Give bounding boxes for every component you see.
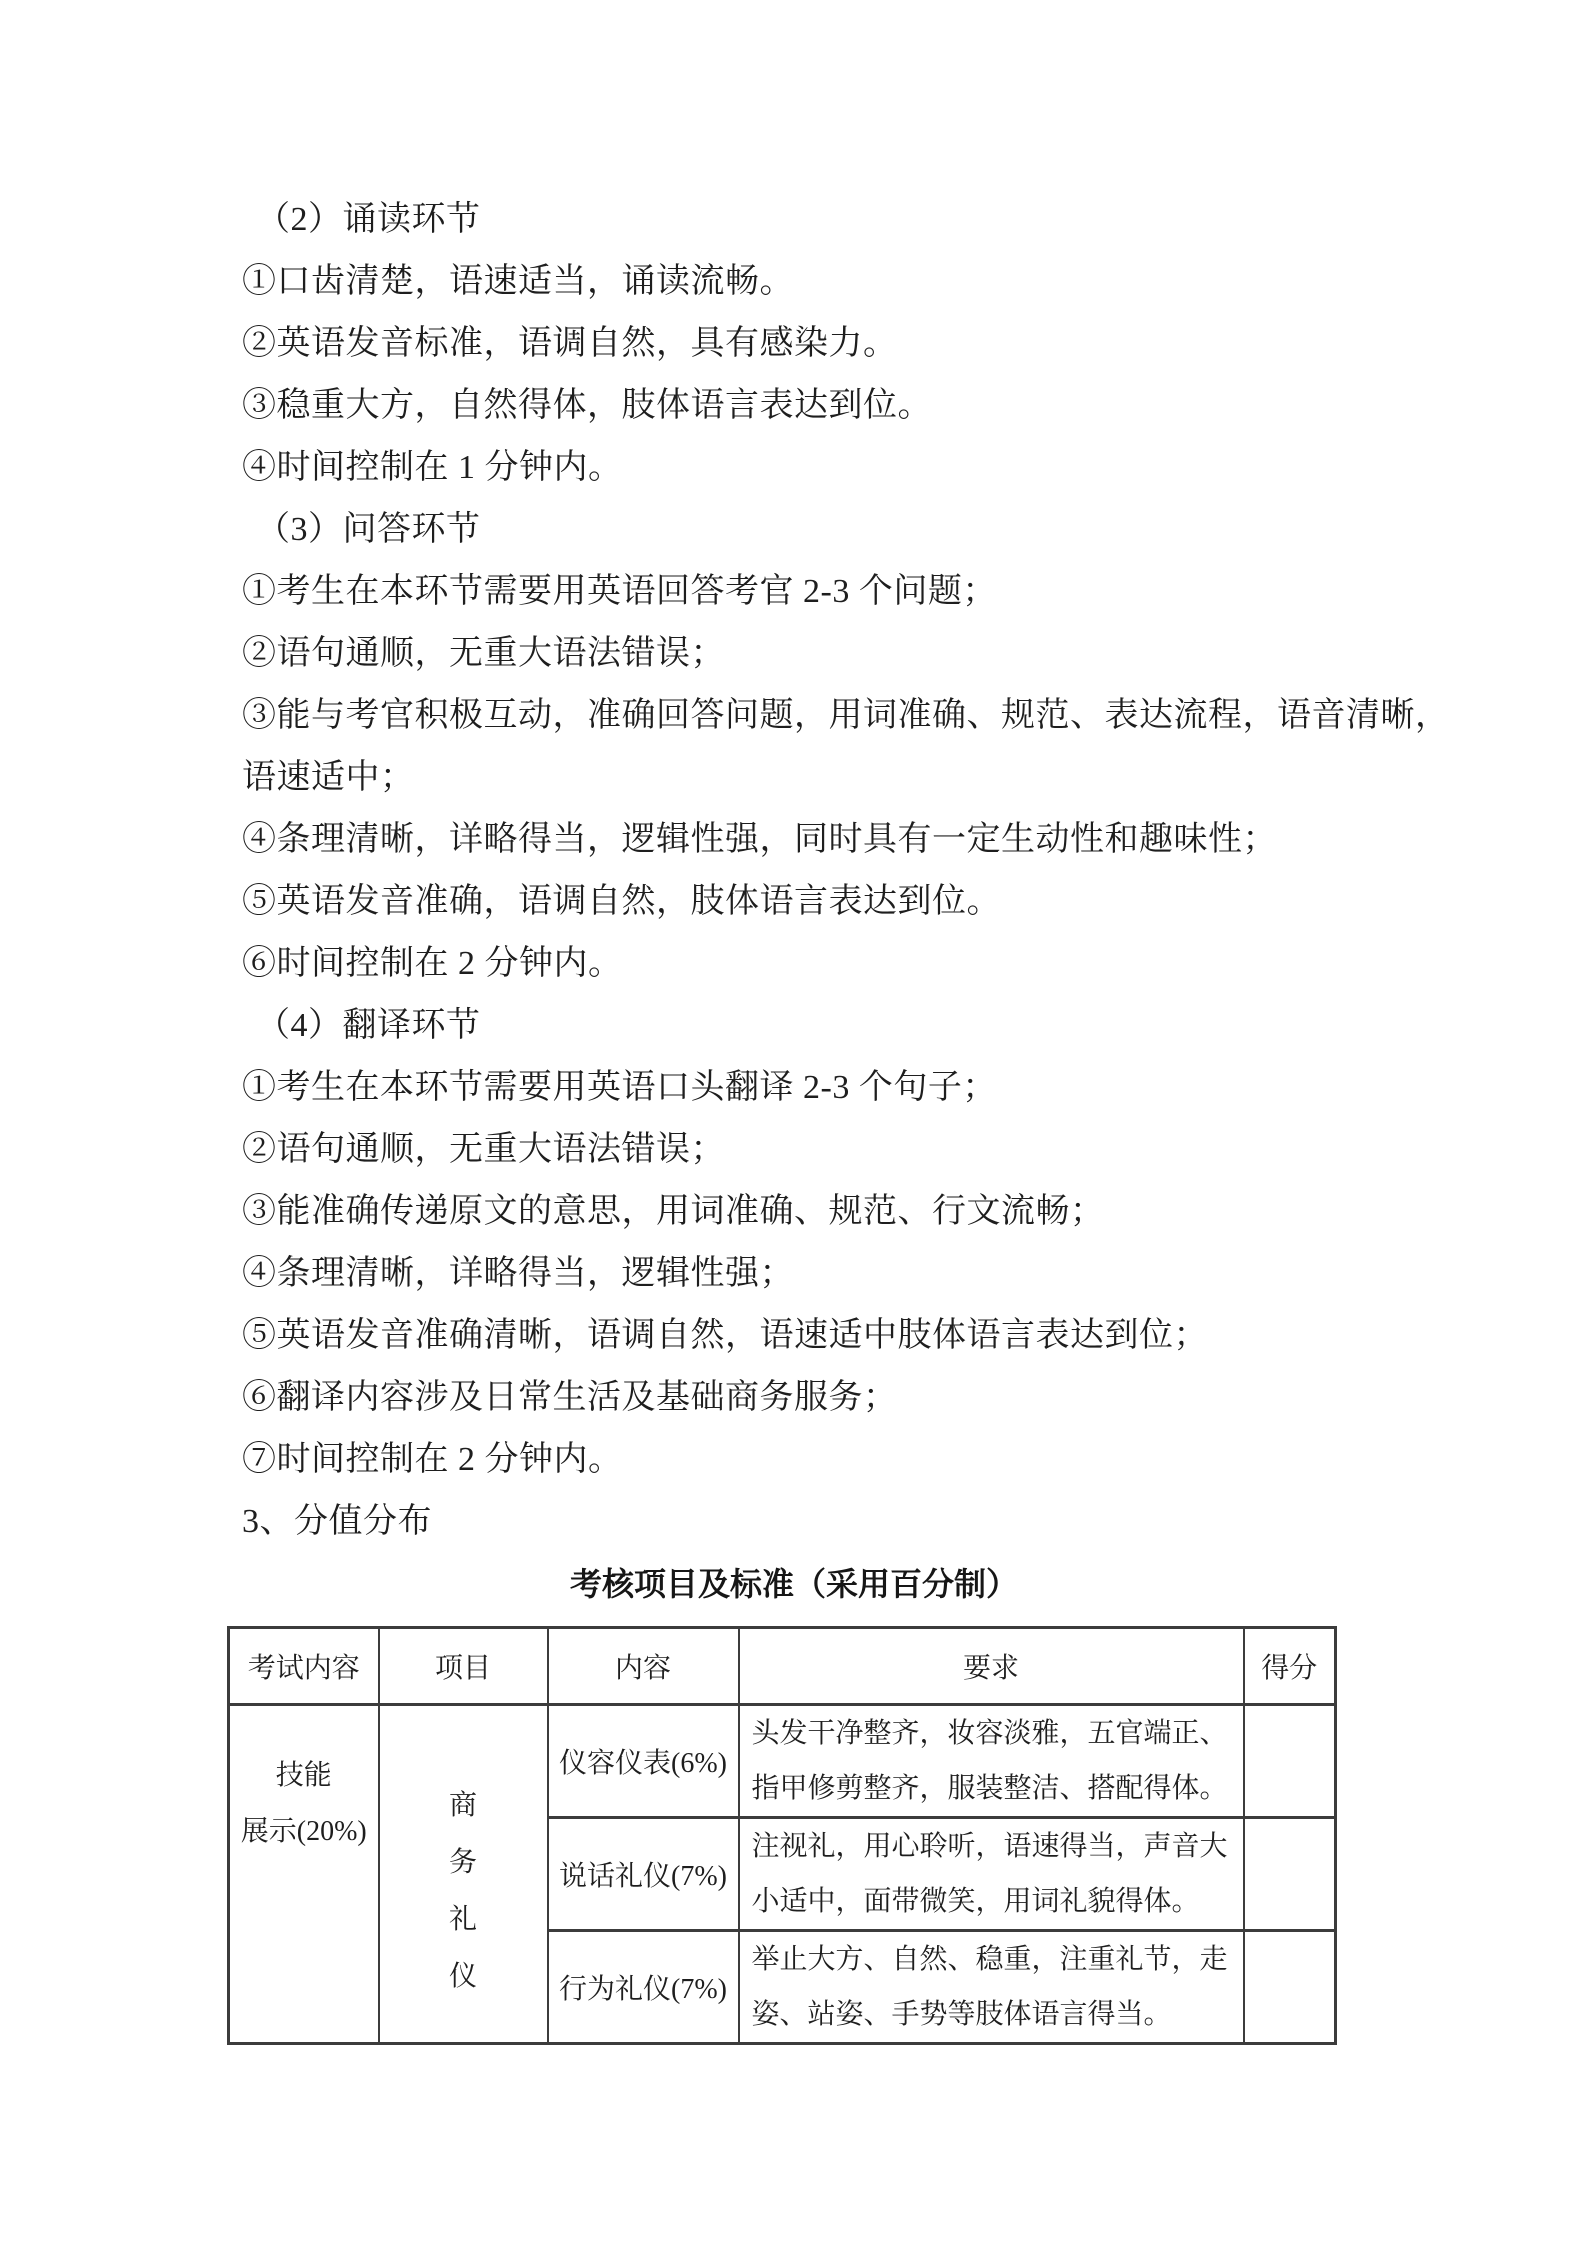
text-line: ④条理清晰，详略得当，逻辑性强； bbox=[242, 1255, 794, 1292]
text-line: ⑤英语发音准确，语调自然，肢体语言表达到位。 bbox=[242, 883, 1001, 920]
project-char: 礼 bbox=[448, 1904, 477, 1935]
text-line: ⑦时间控制在 2 分钟内。 bbox=[242, 1441, 623, 1478]
col-header-exam-content: 考试内容 bbox=[229, 1628, 379, 1705]
text-line: ⑤英语发音准确清晰，语调自然，语速适中肢体语言表达到位； bbox=[242, 1317, 1208, 1354]
text-line: ②语句通顺，无重大语法错误； bbox=[242, 1131, 725, 1168]
table-header-row bbox=[229, 1628, 1336, 1705]
cell-score bbox=[1244, 1931, 1336, 2044]
text-line: （4）翻译环节 bbox=[256, 1007, 481, 1044]
cell-score bbox=[1244, 1818, 1336, 1931]
cell-requirement-appearance: 头发干净整齐，妆容淡雅，五官端正、指甲修剪整齐，服装整洁、搭配得体。 bbox=[739, 1705, 1244, 1818]
cell-requirement-behavior: 举止大方、自然、稳重，注重礼节，走姿、站姿、手势等肢体语言得当。 bbox=[739, 1931, 1244, 2044]
text-line: ③稳重大方，自然得体，肢体语言表达到位。 bbox=[242, 387, 932, 424]
col-header-content: 内容 bbox=[548, 1628, 739, 1705]
text-line: ④条理清晰，详略得当，逻辑性强，同时具有一定生动性和趣味性； bbox=[242, 821, 1277, 858]
project-char: 仪 bbox=[448, 1961, 477, 1992]
table-row bbox=[229, 1705, 1336, 1818]
scoring-table bbox=[227, 1626, 1337, 2045]
project-char: 商 bbox=[448, 1790, 477, 1821]
cell-exam-content bbox=[229, 1705, 379, 2044]
skill-line: 技能 bbox=[275, 1760, 332, 1791]
text-line: ②英语发音标准，语调自然，具有感染力。 bbox=[242, 325, 898, 362]
body-text bbox=[242, 189, 1462, 1553]
text-line: ①口齿清楚，语速适当，诵读流畅。 bbox=[242, 263, 794, 300]
cell-requirement-speech: 注视礼，用心聆听，语速得当，声音大小适中，面带微笑，用词礼貌得体。 bbox=[739, 1818, 1244, 1931]
text-line: （2）诵读环节 bbox=[256, 201, 481, 238]
cell-content-behavior: 行为礼仪(7%) bbox=[548, 1931, 739, 2044]
project-char: 务 bbox=[448, 1847, 477, 1878]
text-line: ③能与考官积极互动，准确回答问题，用词准确、规范、表达流程，语音清晰， bbox=[242, 697, 1450, 734]
text-line: 语速适中； bbox=[242, 759, 415, 796]
cell-content-appearance: 仪容仪表(6%) bbox=[548, 1705, 739, 1818]
text-line: ⑥时间控制在 2 分钟内。 bbox=[242, 945, 623, 982]
cell-content-speech: 说话礼仪(7%) bbox=[548, 1818, 739, 1931]
text-line: （3）问答环节 bbox=[256, 511, 481, 548]
text-line: ③能准确传递原文的意思，用词准确、规范、行文流畅； bbox=[242, 1193, 1105, 1230]
text-line: ②语句通顺，无重大语法错误； bbox=[242, 635, 725, 672]
text-line: ⑥翻译内容涉及日常生活及基础商务服务； bbox=[242, 1379, 898, 1416]
text-line: 3、分值分布 bbox=[242, 1503, 432, 1540]
cell-project bbox=[379, 1705, 548, 2044]
col-header-requirement: 要求 bbox=[739, 1628, 1244, 1705]
col-header-project: 项目 bbox=[379, 1628, 548, 1705]
skill-line: 展示(20%) bbox=[240, 1816, 367, 1847]
text-line: ①考生在本环节需要用英语口头翻译 2-3 个句子； bbox=[242, 1069, 997, 1106]
text-line: ①考生在本环节需要用英语回答考官 2-3 个问题； bbox=[242, 573, 997, 610]
cell-score bbox=[1244, 1705, 1336, 1818]
text-line: ④时间控制在 1 分钟内。 bbox=[242, 449, 623, 486]
col-header-score: 得分 bbox=[1244, 1628, 1336, 1705]
table-title: 考核项目及标准（采用百分制） bbox=[569, 1566, 1018, 1602]
